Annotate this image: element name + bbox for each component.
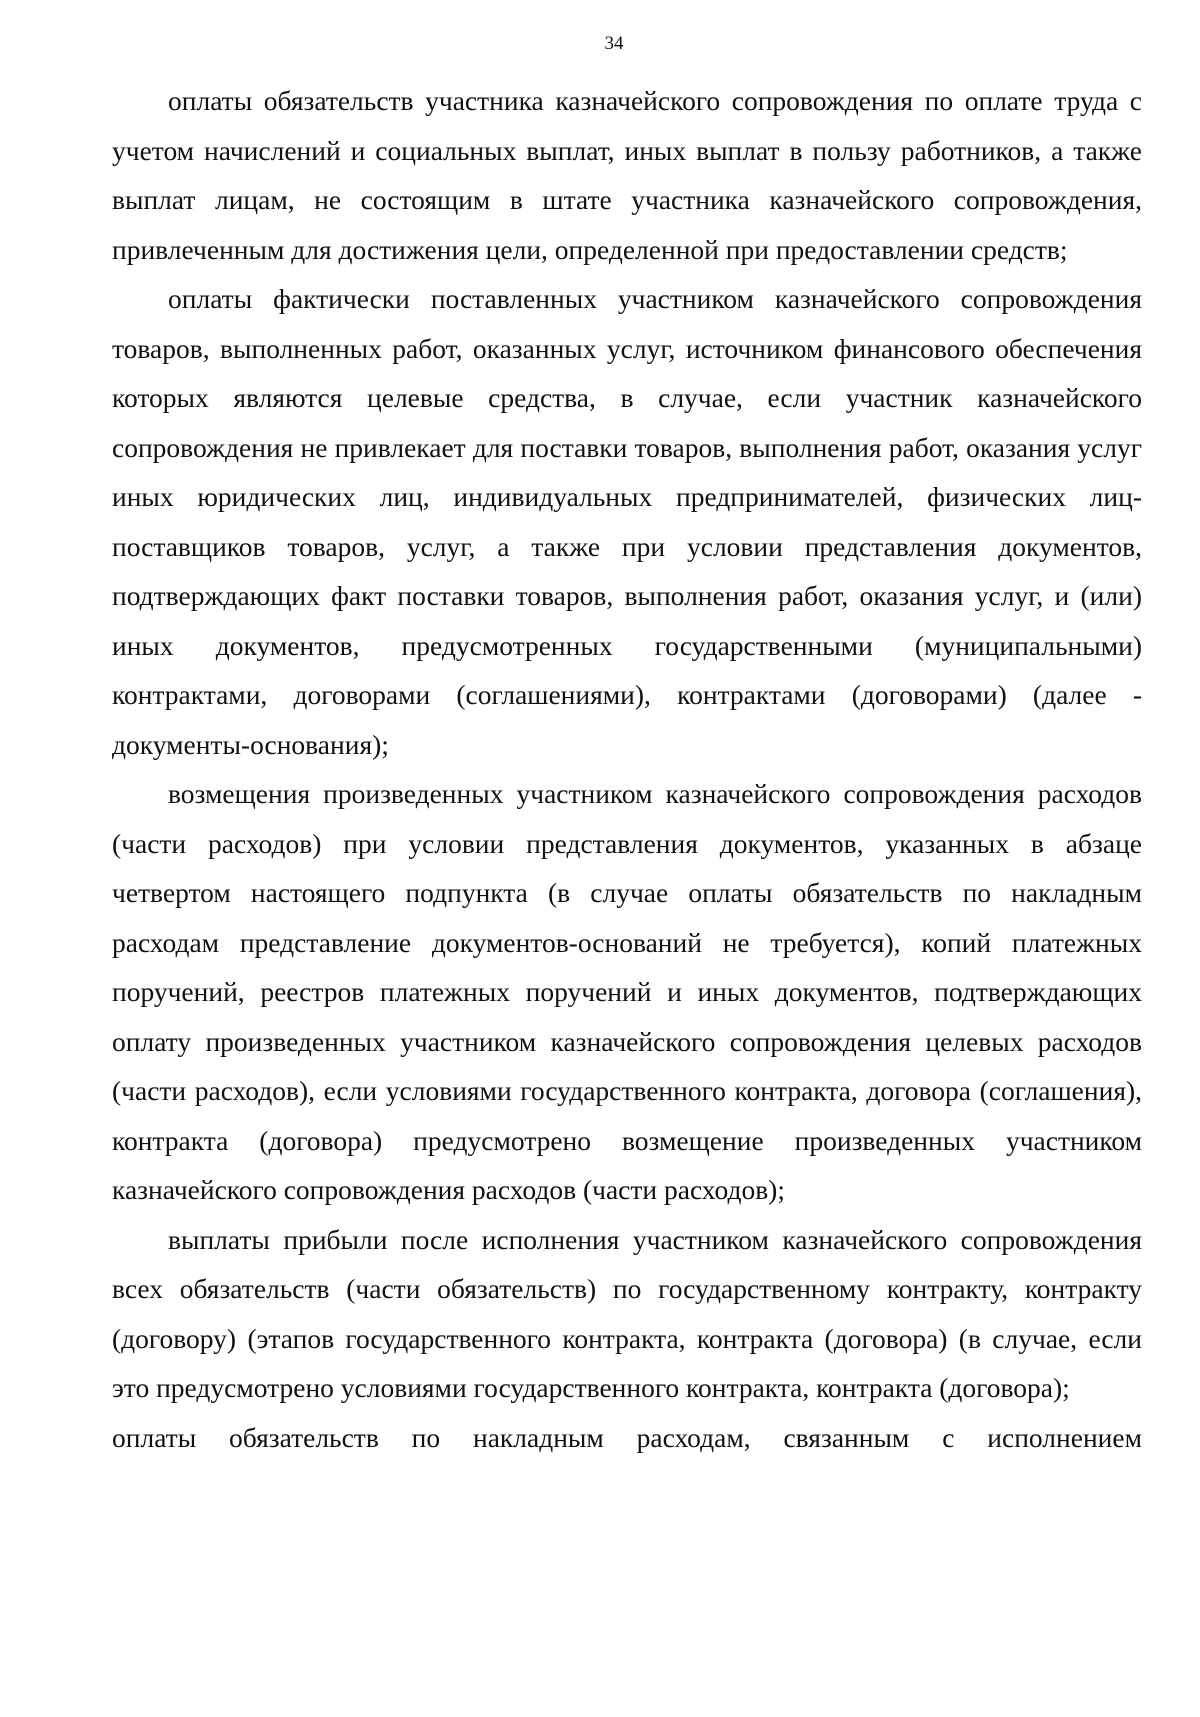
- paragraph-expense-reimbursement: возмещения произведенных участником казначейского сопровождения расходов (части расходов) при условии представления документов, указанных в абзаце четвертом настоящего подпункта (в случае оплаты обязательств по накладным расходам представление документов-оснований не требуется), копий платежных поручений, реестров платежных поручений и иных документов, подтверждающих оплату произведенных участником казначейского сопровождения целевых расходов (части расходов), если условиями государственного контракта, договора (соглашения), контракта (договора) предусмотрено возмещение произведенных участником казначейского сопровождения расходов (части расходов);: [112, 778, 1142, 1205]
- paragraph-profit-payment: выплаты прибыли после исполнения участником казначейского сопровождения всех обязательств (части обязательств) по государственному контракту, контракту (договору) (этапов государственного контракта, контракта (договора) (в случае, если это предусмотрено условиями государственного контракта, контракта (договора);: [112, 1223, 1142, 1403]
- paragraph-overhead-payments: оплаты обязательств по накладным расходам, связанным с исполнением: [112, 1421, 1142, 1453]
- page-number: 34: [604, 33, 624, 54]
- paragraph-goods-payments: оплаты фактически поставленных участником казначейского сопровождения товаров, выполненных работ, оказанных услуг, источником финансового обеспечения которых являются целевые средства, в случае, если участник казначейского сопровождения не привлекает для поставки товаров, выполнения работ, оказания услуг иных юридических лиц, индивидуальных предпринимателей, физических лиц- поставщиков товаров, услуг, а также при условии представления документов, подтверждающих факт поставки товаров, выполнения работ, оказания услуг, и (или) иных документов, предусмотренных государственными (муниципальными) контрактами, договорами (соглашениями), контрактами (договорами) (далее - документы-основания);: [112, 283, 1142, 760]
- paragraph-labor-payments: оплаты обязательств участника казначейского сопровождения по оплате труда с учетом начислений и социальных выплат, иных выплат в пользу работников, а также выплат лицам, не состоящим в штате участника казначейского сопровождения, привлеченным для достижения цели, определенной при предоставлении средств;: [112, 85, 1142, 265]
- document-body: [112, 76, 1142, 1462]
